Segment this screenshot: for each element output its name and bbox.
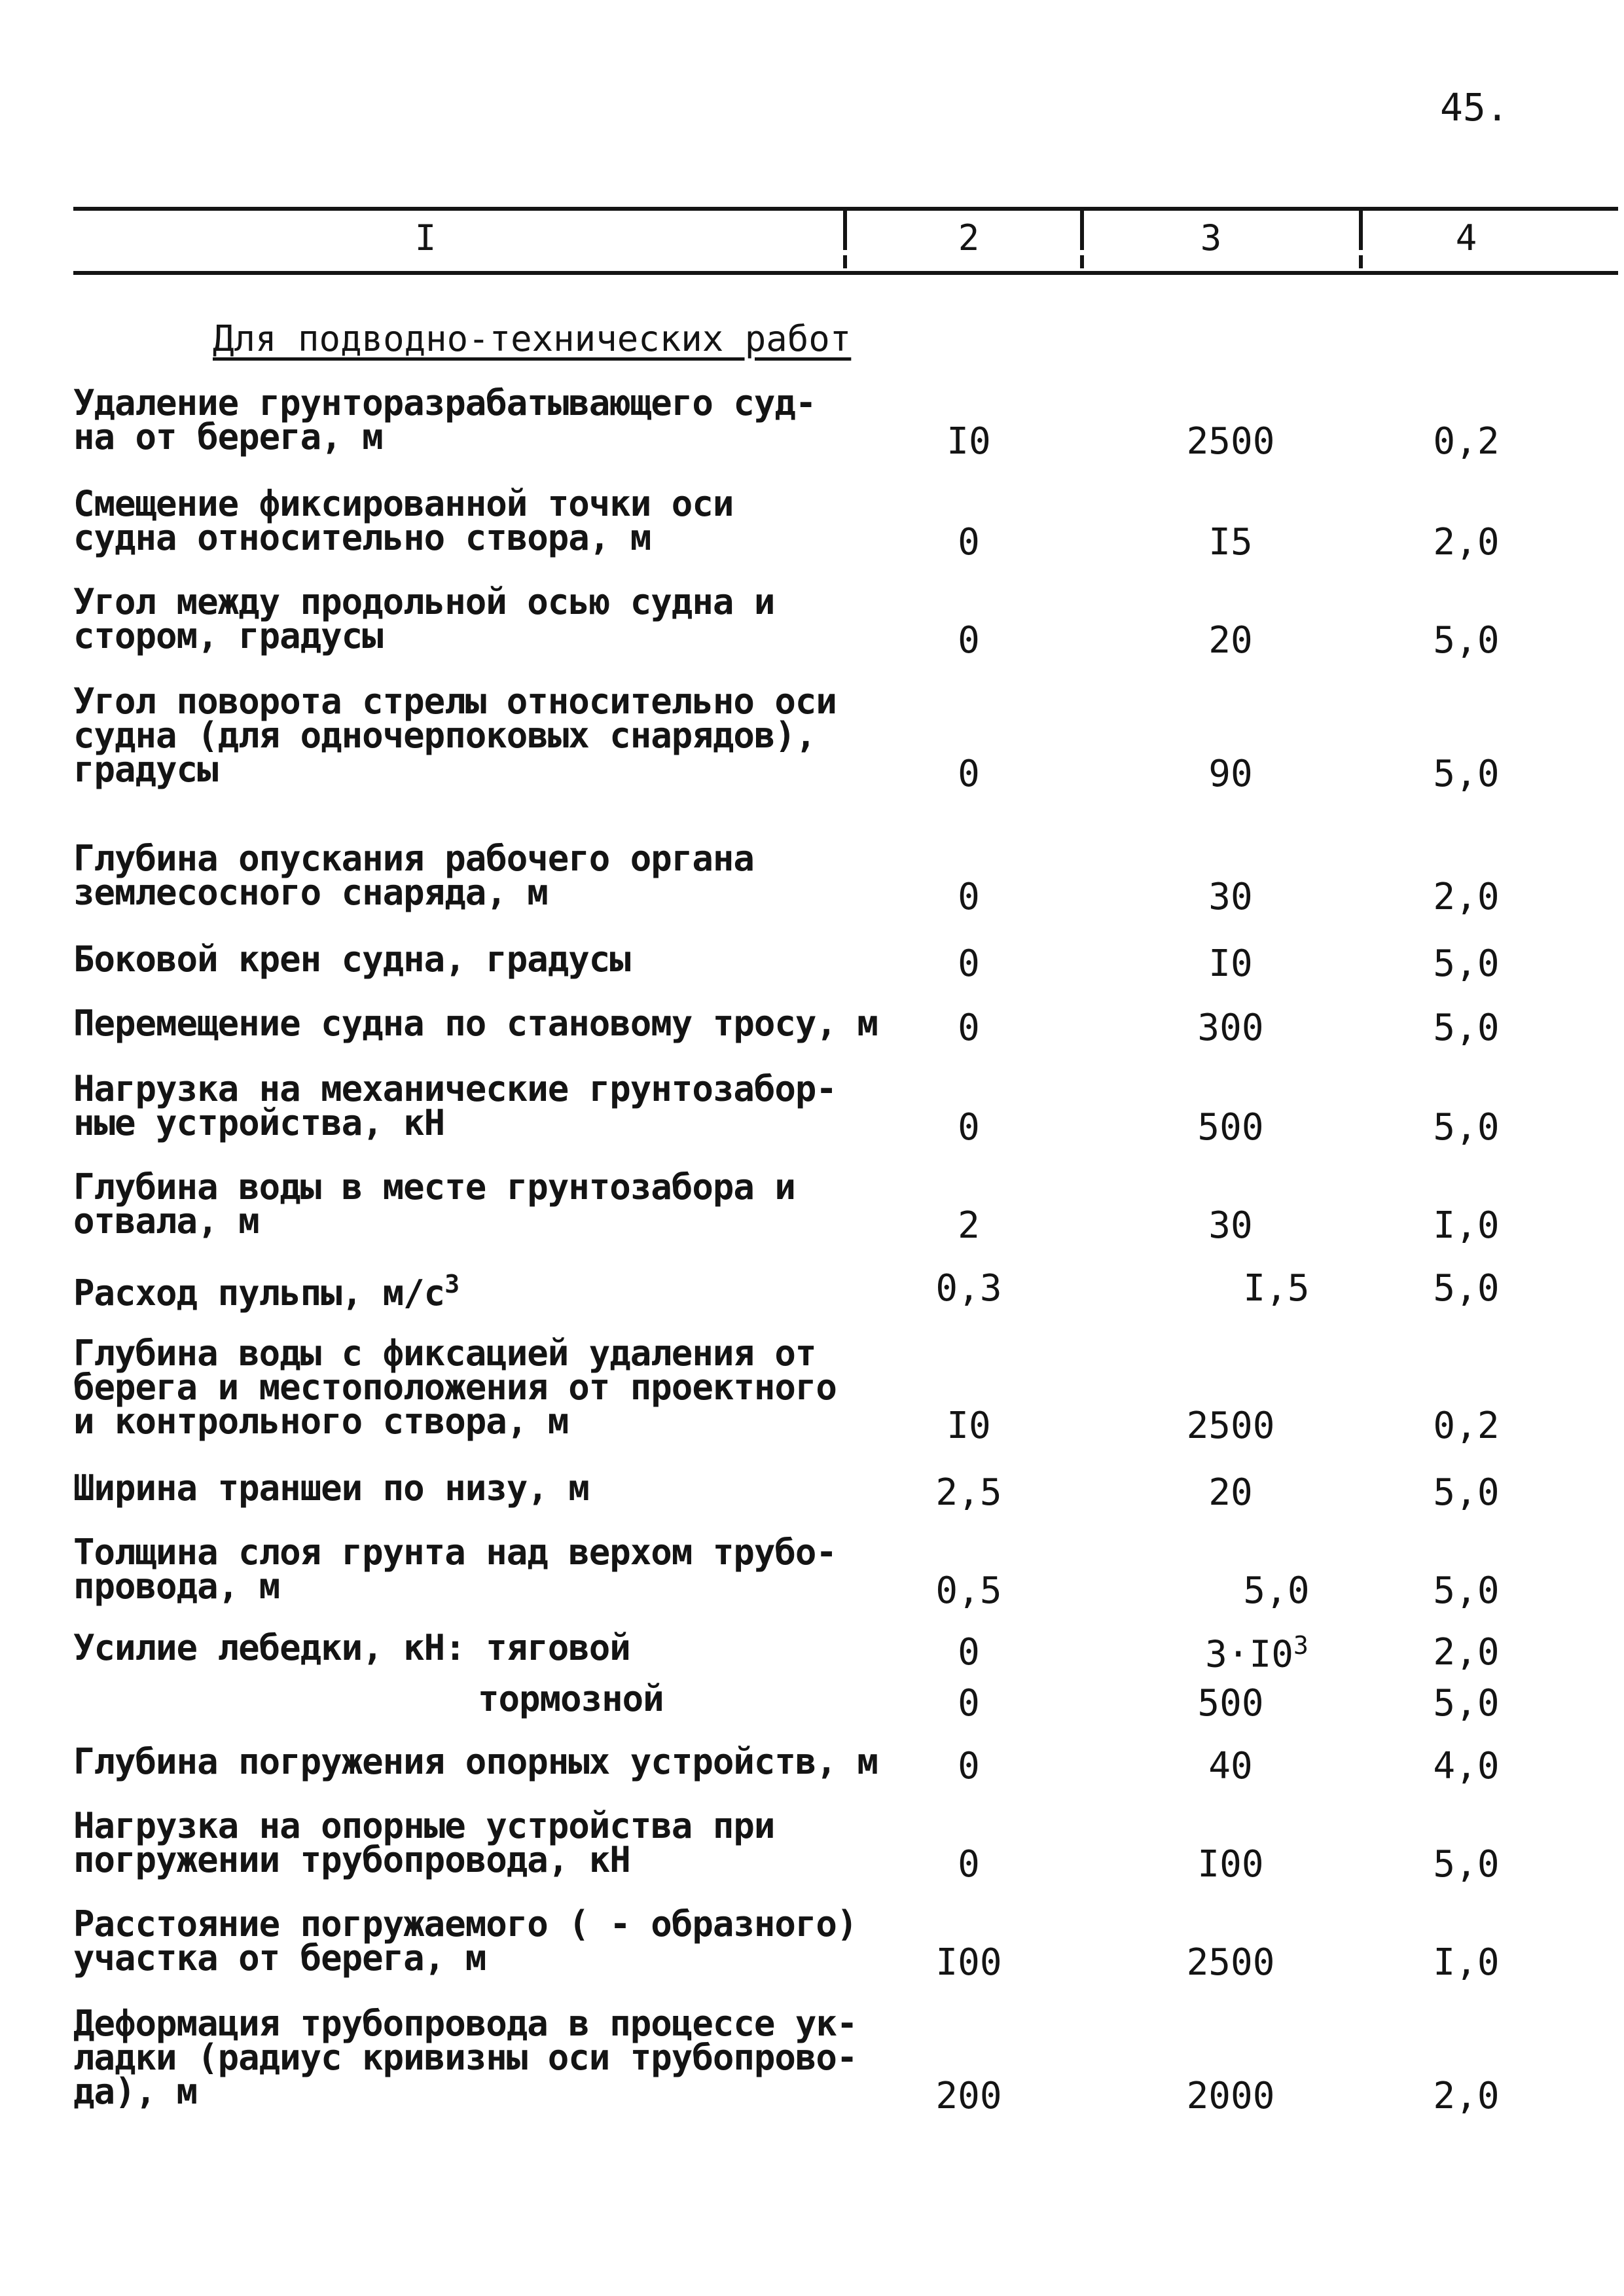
row-value-error: 2,0 (1433, 521, 1500, 564)
row-value-error: I,0 (1433, 1204, 1500, 1247)
row-value-error: 5,0 (1433, 1570, 1500, 1612)
row-value-error: 5,0 (1433, 1267, 1500, 1310)
row-value-min: 0,3 (935, 1267, 1002, 1310)
row-value-error: 5,0 (1433, 1007, 1500, 1049)
superscript: 3 (444, 1270, 460, 1299)
row-value-max: 2500 (1186, 420, 1275, 463)
row-value-max: 30 (1208, 876, 1253, 918)
header-col-1: I (414, 217, 437, 259)
row-value-max: 2500 (1186, 1405, 1275, 1447)
row-value-max: 500 (1197, 1106, 1264, 1149)
row-value-max: 5,0 (1243, 1570, 1310, 1612)
row-value-error: 2,0 (1433, 2075, 1500, 2117)
row-label: Расстояние погружаемого ( - образного) участка от берега, м (73, 1903, 857, 1979)
row-value-error: 5,0 (1433, 1106, 1500, 1149)
row-value-min: 0,5 (935, 1570, 1002, 1612)
row-label (73, 1267, 892, 1314)
row-label: Боковой крен судна, градусы (73, 939, 630, 980)
row-value-error: 0,2 (1433, 420, 1500, 463)
row-value-min: 0 (958, 876, 980, 918)
page-number: 45. (1440, 85, 1509, 130)
row-value-min: 200 (935, 2075, 1002, 2117)
row-label: Усилие лебедки, кН: тяговой (73, 1627, 630, 1668)
section-title: Для подводно-технических работ (213, 318, 852, 359)
row-value-error: 0,2 (1433, 1405, 1500, 1447)
row-value-max: 90 (1208, 753, 1253, 795)
row-value-min: I00 (935, 1941, 1002, 1984)
header-col-3: 3 (1200, 217, 1222, 259)
row-label: Деформация трубопровода в процессе ук- ладки (радиус кривизны оси трубопрово- да), м (73, 2003, 857, 2112)
row-value-min: 0 (958, 1843, 980, 1886)
row-label: Смещение фиксированной точки оси судна относительно створа, м (73, 483, 734, 558)
row-value-min: 0 (958, 521, 980, 564)
row-value-error: 2,0 (1433, 1631, 1500, 1674)
header-col-4: 4 (1455, 217, 1477, 259)
row-value-max: 2500 (1186, 1941, 1275, 1984)
header-separator (1080, 209, 1084, 270)
row-value-max: 20 (1208, 1471, 1253, 1514)
row-value-max: 2000 (1186, 2075, 1275, 2117)
row-label: Толщина слоя грунта над верхом трубо- провода, м (73, 1532, 837, 1607)
row-value-max: I00 (1197, 1843, 1264, 1886)
row-value-error: I,0 (1433, 1941, 1500, 1984)
row-value-min: 0 (958, 1106, 980, 1149)
row-label: Угол между продольной осью судна и стором, градусы (73, 581, 775, 656)
row-value-max-text: 3·I0 (1205, 1633, 1293, 1676)
row-value-error: 5,0 (1433, 1682, 1500, 1725)
row-value-error: 5,0 (1433, 619, 1500, 662)
row-value-error: 2,0 (1433, 876, 1500, 918)
row-value-min: 0 (958, 1007, 980, 1049)
row-value-max: I0 (1208, 942, 1253, 985)
row-value-error: 5,0 (1433, 1843, 1500, 1886)
row-label-text: Расход пульпы, м/с (73, 1272, 445, 1314)
header-separator (1359, 209, 1363, 270)
row-label: Глубина погружения опорных устройств, м (73, 1741, 878, 1782)
row-value-max: I5 (1208, 521, 1253, 564)
row-value-error: 5,0 (1433, 753, 1500, 795)
row-value-max: 300 (1197, 1007, 1264, 1049)
row-value-min: 0 (958, 1631, 980, 1674)
row-value-error: 4,0 (1433, 1745, 1500, 1787)
header-col-2: 2 (958, 217, 980, 259)
row-value-error: 5,0 (1433, 942, 1500, 985)
superscript: 3 (1293, 1631, 1308, 1660)
row-value-max: 30 (1208, 1204, 1253, 1247)
row-label: Глубина опускания рабочего органа землесосного снаряда, м (73, 838, 754, 913)
row-value-error: 5,0 (1433, 1471, 1500, 1514)
row-value-min: 0 (958, 1745, 980, 1787)
row-value-max: I,5 (1243, 1267, 1310, 1310)
row-value-min: 0 (958, 619, 980, 662)
row-value-min: I0 (947, 420, 991, 463)
row-label: Удаление грунторазрабатывающего суд- на от берега, м (73, 382, 816, 457)
row-value-min: 2,5 (935, 1471, 1002, 1514)
header-bottom-rule (73, 271, 1618, 275)
row-label: Ширина траншеи по низу, м (73, 1467, 589, 1509)
row-label: Угол поворота стрелы относительно оси судна (для одночерпоковых снарядов), градусы (73, 681, 837, 790)
row-value-min: 0 (958, 942, 980, 985)
row-value-max (1159, 1631, 1355, 1676)
header-separator (843, 209, 847, 270)
row-label: Глубина воды в месте грунтозабора и отвала, м (73, 1166, 795, 1242)
row-label: Перемещение судна по становому тросу, м (73, 1003, 878, 1044)
row-label: Нагрузка на опорные устройства при погружении трубопровода, кН (73, 1805, 775, 1880)
row-value-max: 40 (1208, 1745, 1253, 1787)
row-value-min: 2 (958, 1204, 980, 1247)
row-label: Глубина воды с фиксацией удаления от берега и местоположения от проектного и контрольного створа, м (73, 1333, 837, 1442)
row-value-min: 0 (958, 753, 980, 795)
row-value-max: 500 (1197, 1682, 1264, 1725)
row-value-min: 0 (958, 1682, 980, 1725)
row-value-max: 20 (1208, 619, 1253, 662)
row-label: тормозной (478, 1678, 664, 1719)
row-label: Нагрузка на механические грунтозабор- ные устройства, кН (73, 1068, 837, 1143)
row-value-min: I0 (947, 1405, 991, 1447)
